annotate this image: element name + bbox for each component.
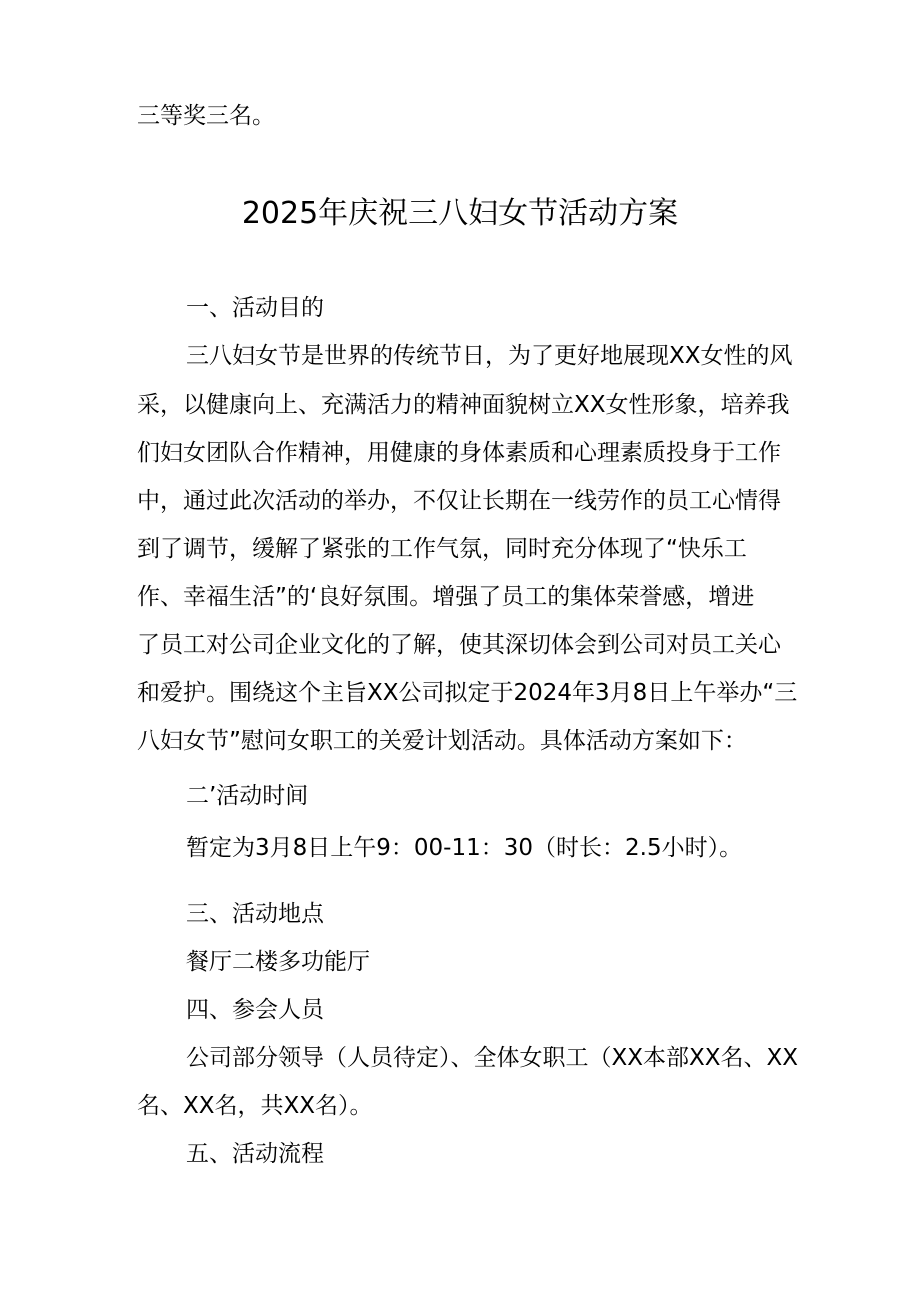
- purpose-line-1: 三八妇女节是世界的传统节日，为了更好地展现XX女性的风: [186, 343, 793, 369]
- time-text: 暂定为3月8日上午9：00-11：30（时长：2.5小时）。: [186, 835, 743, 861]
- purpose-line-6: 作、幸福生活”的‘良好氛围。增强了员工的集体荣誉感，增进: [137, 584, 755, 610]
- carryover-text: 三等奖三名。: [137, 103, 275, 129]
- location-heading: 三、活动地点: [186, 901, 324, 927]
- time-heading: 二’活动时间: [186, 783, 309, 809]
- document-title: 2025年庆祝三八妇女节活动方案: [241, 196, 679, 231]
- purpose-line-9: 八妇女节”慰问女职工的关爱计划活动。具体活动方案如下：: [137, 728, 747, 754]
- purpose-line-3: 们妇女团队合作精神，用健康的身体素质和心理素质投身于工作: [137, 440, 781, 466]
- attendees-line-2: 名、XX名，共XX名）。: [137, 1093, 373, 1119]
- location-text: 餐厅二楼多功能厅: [186, 949, 370, 975]
- purpose-line-5: 到了调节，缓解了紧张的工作气氛，同时充分体现了“快乐工: [137, 536, 747, 562]
- purpose-line-2: 采，以健康向上、充满活力的精神面貌树立XX女性形象，培养我: [137, 392, 790, 418]
- process-heading: 五、活动流程: [186, 1141, 324, 1167]
- purpose-line-7: 了员工对公司企业文化的了解，使其深切体会到公司对员工关心: [137, 632, 781, 658]
- purpose-line-8: 和爱护。围绕这个主旨XX公司拟定于2024年3月8日上午举办“三: [137, 680, 798, 706]
- purpose-heading: 一、活动目的: [186, 295, 324, 321]
- purpose-line-4: 中，通过此次活动的举办，不仅让长期在一线劳作的员工心情得: [137, 488, 781, 514]
- attendees-heading: 四、参会人员: [186, 997, 324, 1023]
- attendees-line-1: 公司部分领导（人员待定）、全体女职工（XX本部XX名、XX: [186, 1045, 799, 1071]
